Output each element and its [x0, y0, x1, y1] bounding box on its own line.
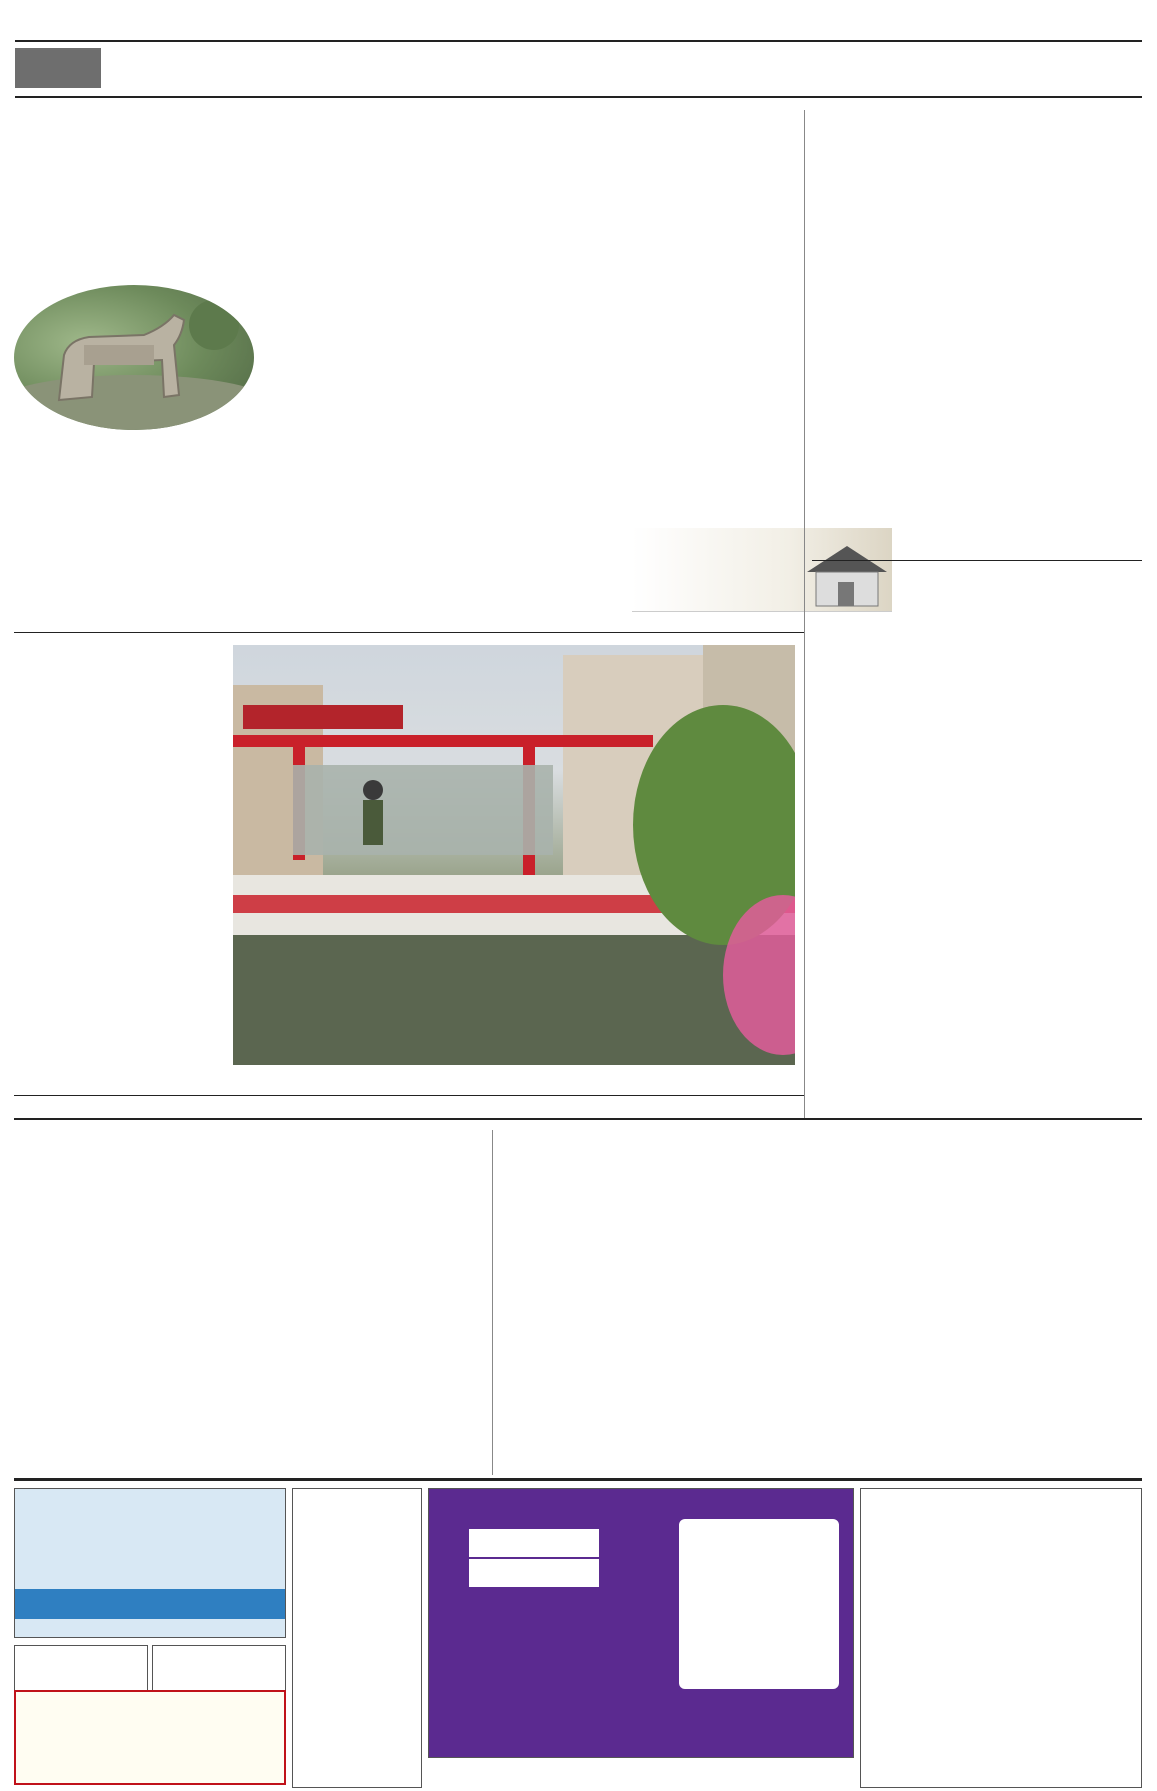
recruit-big-body — [869, 1535, 1135, 1685]
recruit-big-ad — [860, 1488, 1142, 1788]
culture-series-logo — [632, 528, 892, 612]
convenience-slogan — [15, 1589, 285, 1619]
art4-body — [505, 1220, 1142, 1455]
icbc-banner1 — [469, 1529, 599, 1557]
recruit-small-ad — [292, 1488, 422, 1788]
news-photo — [233, 645, 795, 1065]
lpg-advert — [14, 1690, 286, 1785]
lead-intro — [14, 460, 194, 610]
right1-body — [818, 200, 1138, 530]
art3-body — [14, 1220, 484, 1455]
icbc-phone-screen — [679, 1519, 839, 1689]
right2-body — [818, 675, 1138, 1075]
recruit-small-body — [299, 1533, 417, 1703]
lead-col1 — [204, 292, 394, 612]
street-scene-icon — [233, 645, 795, 1065]
convenience-ad — [14, 1488, 286, 1638]
lead-col2 — [404, 292, 594, 612]
section-badge — [15, 48, 101, 88]
icbc-ad — [428, 1488, 854, 1758]
icbc-banner2 — [469, 1559, 599, 1587]
old-house-icon — [802, 532, 892, 608]
lead-col3 — [604, 292, 794, 522]
